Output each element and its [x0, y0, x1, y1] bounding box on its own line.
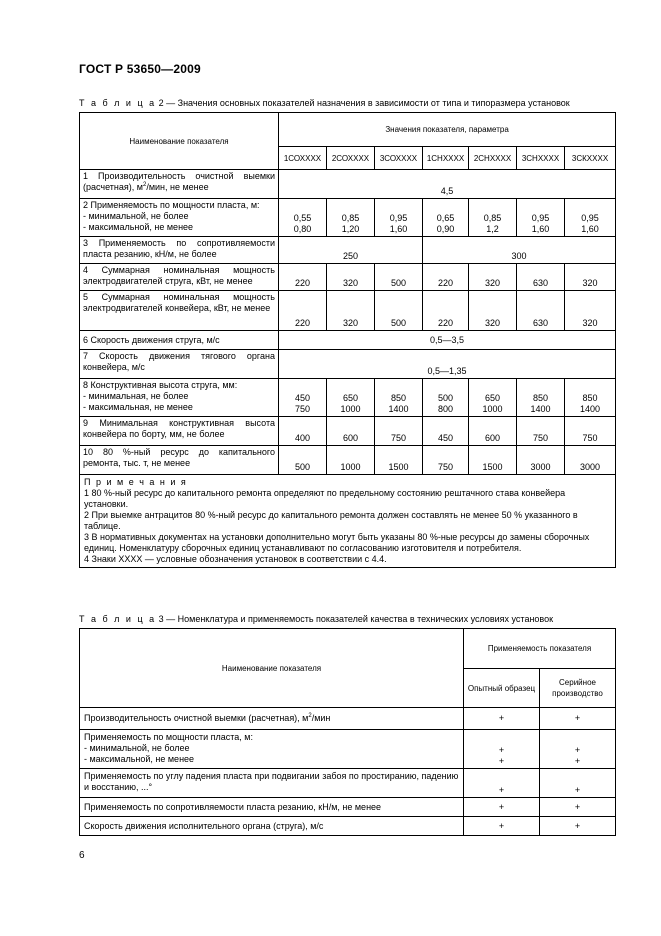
table2-value: 750 — [517, 417, 565, 446]
table2-value: 1500 — [375, 446, 423, 475]
table2-value: 600 — [327, 417, 375, 446]
table2-value: 1500 — [469, 446, 517, 475]
table2-value: 500 — [375, 291, 423, 331]
table3-pilot-value: + + — [464, 730, 540, 769]
table2-value: 320 — [565, 291, 616, 331]
table3-pilot-value: + — [464, 708, 540, 730]
table2-value: 320 — [469, 291, 517, 331]
table2-row-label: 10 80 %-ный ресурс до капитального ремонта, тыс. т, не менее — [80, 446, 279, 475]
table2-value: 630 — [517, 291, 565, 331]
table2-code: 3СКХХХХ — [565, 147, 616, 170]
table2-header-values: Значения показателя, параметра — [279, 113, 616, 147]
table2-value: 650 1000 — [327, 379, 375, 417]
table3-serial-value: + — [540, 769, 616, 798]
table2-value: 630 — [517, 264, 565, 291]
table2-value: 4,5 — [279, 170, 616, 199]
table3-header-name: Наименование показателя — [80, 629, 464, 708]
table2-header-name: Наименование показателя — [80, 113, 279, 170]
table2-value: 600 — [469, 417, 517, 446]
table3-caption-word: Т а б л и ц а — [79, 614, 157, 624]
table3-serial-value: + + — [540, 730, 616, 769]
table2-caption-word: Т а б л и ц а — [79, 98, 157, 108]
table3-pilot-value: + — [464, 798, 540, 817]
table2-value: 220 — [423, 291, 469, 331]
table2-value: 220 — [279, 264, 327, 291]
table2-value: 850 1400 — [375, 379, 423, 417]
table2-code: 3СНХХХХ — [517, 147, 565, 170]
table3-header-applicability: Применяемость показателя — [464, 629, 616, 669]
table2-code: 2СОХХХХ — [327, 147, 375, 170]
table2-value: 850 1400 — [565, 379, 616, 417]
table2-code: 3СОХХХХ — [375, 147, 423, 170]
table2-value: 3000 — [517, 446, 565, 475]
table2-value: 500 — [279, 446, 327, 475]
table2-row-label: 5 Суммарная номинальная мощность электродвигателей конвейера, кВт, не менее — [80, 291, 279, 331]
table3-serial-value: + — [540, 798, 616, 817]
table3-pilot-value: + — [464, 769, 540, 798]
table2-value: 650 1000 — [469, 379, 517, 417]
table3-row-label: Скорость движения исполнительного органа (струга), м/с — [80, 817, 464, 836]
table3 — [79, 628, 616, 836]
table2-row-label: 3 Применяемость по сопротивляемости пласта резанию, кН/м, не более — [80, 237, 279, 264]
table3-row-label: Применяемость по углу падения пласта при подвигании забоя по простиранию, падению и восстанию, ...° — [80, 769, 464, 798]
note-item: 2 При выемке антрацитов 80 %-ный ресурс до капитального ремонта должен составлять не менее 50 % указанного в таблице. — [84, 510, 578, 531]
table2-value: 3000 — [565, 446, 616, 475]
table2-row-label: 8 Конструктивная высота струга, мм: - минимальная, не более - максимальная, не менее — [80, 379, 279, 417]
table2-row-label: 4 Суммарная номинальная мощность электродвигателей струга, кВт, не менее — [80, 264, 279, 291]
table2-value: 750 — [375, 417, 423, 446]
table3-col-serial: Серийное производство — [540, 669, 616, 708]
table2-caption — [79, 98, 570, 109]
table3-row-label: Производительность очистной выемки (расчетная), $м^2$/мин — [80, 708, 464, 730]
table2-value: 0,85 1,20 — [327, 199, 375, 237]
table2-value: 0,65 0,90 — [423, 199, 469, 237]
table2-value: 0,85 1,2 — [469, 199, 517, 237]
note-item: 3 В нормативных документах на установки дополнительно могут быть указаны 80 %-ные ресурсы до замены сборочных единиц. Номенклатуру сборочных единиц устанавливают по согласованию изготовителя и потребителя. — [84, 532, 590, 553]
table2-notes — [80, 475, 616, 568]
page-number: 6 — [79, 850, 85, 861]
table3-row-label: Применяемость по сопротивляемости пласта резанию, кН/м, не менее — [80, 798, 464, 817]
table3-col-pilot: Опытный образец — [464, 669, 540, 708]
table2-value: 300 — [423, 237, 616, 264]
table2-row-label: 6 Скорость движения струга, м/с — [80, 331, 279, 350]
table2-value: 0,95 1,60 — [565, 199, 616, 237]
table2-value: 220 — [279, 291, 327, 331]
table2-value: 250 — [279, 237, 423, 264]
table2-row-label: 9 Минимальная конструктивная высота конвейера по борту, мм, не более — [80, 417, 279, 446]
table2-value: 500 800 — [423, 379, 469, 417]
table2-code: 1СНХХХХ — [423, 147, 469, 170]
table2-value: 1000 — [327, 446, 375, 475]
table2-value: 320 — [327, 264, 375, 291]
table3-caption — [79, 614, 553, 625]
table2-row-label: 1 Производительность очистной выемки (расчетная), $м^2$/мин, не менее — [80, 170, 279, 199]
table2-value: 750 — [565, 417, 616, 446]
table3-serial-value: + — [540, 817, 616, 836]
table2-value: 0,95 1,60 — [375, 199, 423, 237]
table2-row-label: 7 Скорость движения тягового органа конвейера, м/с — [80, 350, 279, 379]
table2-value: 0,55 0,80 — [279, 199, 327, 237]
table2-value: 0,5—1,35 — [279, 350, 616, 379]
table2-value: 220 — [423, 264, 469, 291]
table2-value: 320 — [565, 264, 616, 291]
document-title: ГОСТ Р 53650—2009 — [79, 62, 201, 76]
note-item: 1 80 %-ный ресурс до капитального ремонта определяют по предельному состоянию рештачного става конвейера установки. — [84, 488, 566, 509]
table2-code: 1СОХХХХ — [279, 147, 327, 170]
table2-value: 750 — [423, 446, 469, 475]
table2-value: 0,5—3,5 — [279, 331, 616, 350]
table3-pilot-value: + — [464, 817, 540, 836]
table3-caption-text: 3 — Номенклатура и применяемость показателей качества в технических условиях установок — [158, 614, 554, 624]
note-item: 4 Знаки ХХХХ — условные обозначения установок в соответствии с 4.4. — [84, 554, 387, 564]
table2-value: 450 — [423, 417, 469, 446]
table2-value: 500 — [375, 264, 423, 291]
table2-value: 320 — [327, 291, 375, 331]
table2-row-label: 2 Применяемость по мощности пласта, м: - минимальной, не более - максимальной, не менее — [80, 199, 279, 237]
table2-code: 2СНХХХХ — [469, 147, 517, 170]
table2-value: 320 — [469, 264, 517, 291]
table3-row-label: Применяемость по мощности пласта, м: - минимальной, не более - максимальной, не менее — [80, 730, 464, 769]
table2-value: 450 750 — [279, 379, 327, 417]
table2 — [79, 112, 616, 568]
table2-value: 400 — [279, 417, 327, 446]
table2-value: 850 1400 — [517, 379, 565, 417]
table3-serial-value: + — [540, 708, 616, 730]
table2-value: 0,95 1,60 — [517, 199, 565, 237]
table2-caption-text: 2 — Значения основных показателей назначения в зависимости от типа и типоразмера установок — [158, 98, 570, 108]
notes-title: П р и м е ч а н и я — [84, 477, 188, 487]
